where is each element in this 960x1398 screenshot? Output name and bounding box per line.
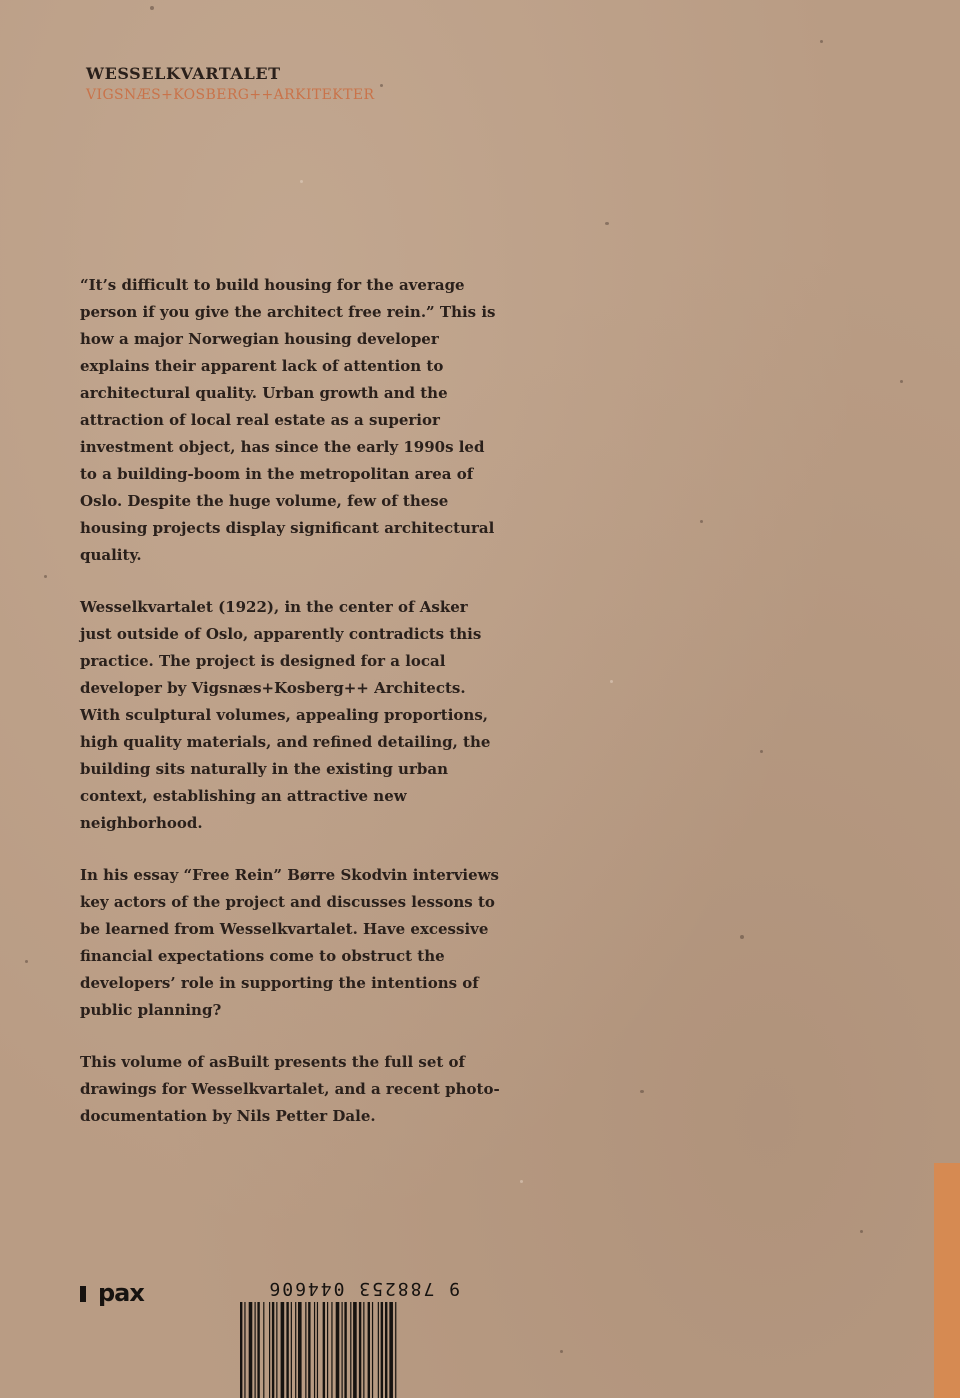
barcode-bar — [395, 1302, 396, 1398]
paper-speck — [520, 1180, 523, 1183]
paper-speck — [860, 1230, 863, 1233]
barcode-bar — [291, 1302, 292, 1398]
barcode-bar — [257, 1302, 259, 1398]
paper-speck — [25, 960, 28, 963]
blurb-paragraph: This volume of asBuilt presents the full set of drawings for Wesselkvartalet, and a recent photo-documentation by Nils Petter Dale. — [80, 1053, 500, 1125]
barcode-digits: 9 788253 044606 — [267, 1278, 460, 1299]
paper-speck — [560, 1350, 563, 1353]
barcode-bar — [385, 1302, 387, 1398]
barcode-bar — [286, 1302, 288, 1398]
barcode-bar — [389, 1302, 393, 1398]
paper-speck — [900, 380, 903, 383]
book-subtitle: VIGSNÆS+KOSBERG++ARKITEKTER — [86, 87, 375, 103]
pax-logo-mark-icon — [80, 1286, 96, 1302]
barcode-bar — [295, 1302, 296, 1398]
barcode-bar — [331, 1302, 332, 1398]
barcode-bar — [272, 1302, 274, 1398]
barcode-bar — [276, 1302, 277, 1398]
barcode-bar — [327, 1302, 328, 1398]
barcode-bar — [378, 1302, 379, 1398]
blurb-paragraph: In his essay “Free Rein” Børre Skodvin interviews key actors of the project and discusses lessons to be learned from Wesselkvartalet. Have excessive financial expectations come to obstruct the developers’ role in supporting the intentions of public planning? — [80, 866, 500, 1019]
barcode-bar — [249, 1302, 253, 1398]
paper-speck — [740, 935, 744, 939]
barcode-bar — [263, 1302, 264, 1398]
barcode-bar — [336, 1302, 340, 1398]
barcode-bar — [363, 1302, 364, 1398]
barcode-bar — [368, 1302, 370, 1398]
paper-speck — [605, 222, 609, 225]
book-title: WESSELKVARTALET — [86, 64, 281, 83]
blurb-paragraph: Wesselkvartalet (1922), in the center of Asker just outside of Oslo, apparently contradicts this practice. The project is designed for a local developer by Vigsnæs+Kosberg++ Architects. With sculptural volumes, appealing proportions, high quality materials, and refined detailing, the building sits naturally in the existing urban context, establishing an attractive new neighborhood. — [80, 598, 491, 832]
paper-speck — [820, 40, 823, 43]
blurb-paragraph: “It’s difficult to build housing for the average person if you give the architect free rein.” This is how a major Norwegian housing developer explains their apparent lack of attention to architectural quality. Urban growth and the attraction of local real estate as a superior investment object, has since the early 1990s led to a building-boom in the metropolitan area of Oslo. Despite the huge volume, few of these housing projects display significant architectural quality. — [80, 276, 496, 564]
barcode-bar — [372, 1302, 373, 1398]
barcode-bar — [353, 1302, 357, 1398]
publisher-logo — [80, 1279, 144, 1307]
barcode-bar — [323, 1302, 325, 1398]
barcode-bar — [344, 1302, 346, 1398]
cover-header — [86, 64, 374, 103]
barcode-bar — [359, 1302, 361, 1398]
paper-speck — [760, 750, 763, 753]
paper-speck — [150, 6, 154, 10]
barcode-bar — [244, 1302, 245, 1398]
barcode-bar — [255, 1302, 256, 1398]
barcode-bar — [240, 1302, 242, 1398]
barcode-bar — [298, 1302, 302, 1398]
paper-speck — [700, 520, 703, 523]
barcode-bar — [381, 1302, 383, 1398]
paper-speck — [380, 84, 383, 87]
publisher-logo-text: pax — [98, 1279, 144, 1307]
barcode-bar — [317, 1302, 318, 1398]
paper-speck — [640, 1090, 644, 1093]
barcode-bar — [314, 1302, 315, 1398]
orange-spine-strip — [934, 1163, 960, 1398]
barcode-bar — [342, 1302, 343, 1398]
barcode-bar — [308, 1302, 310, 1398]
barcode-bar — [305, 1302, 306, 1398]
blurb — [80, 272, 500, 1155]
paper-speck — [610, 680, 613, 683]
barcode-bar — [281, 1302, 285, 1398]
paper-speck — [300, 180, 303, 183]
barcode-bar — [269, 1302, 270, 1398]
barcode-bar — [350, 1302, 351, 1398]
paper-speck — [44, 575, 47, 578]
